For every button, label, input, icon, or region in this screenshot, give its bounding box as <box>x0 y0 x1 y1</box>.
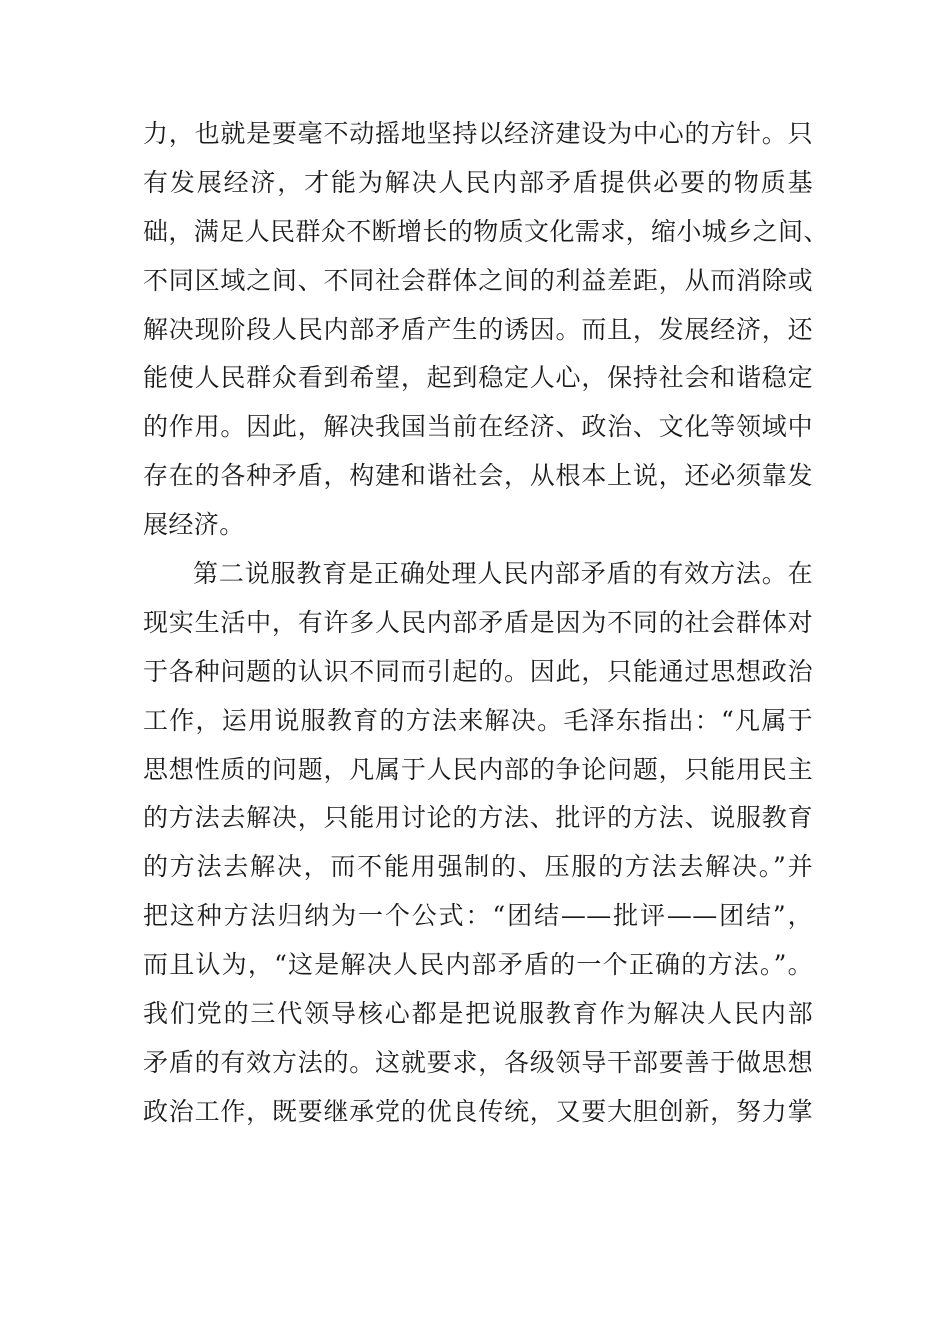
text-line: 矛盾的有效方法的。这就要求，各级领导干部要善于做思想 <box>143 1047 813 1077</box>
text-line: 把这种方法归纳为一个公式：“团结——批评——团结”， <box>143 901 813 931</box>
text-line: 政治工作，既要继承党的优良传统，又要大胆创新，努力掌 <box>143 1096 813 1126</box>
text-line: 存在的各种矛盾，构建和谐社会，从根本上说，还必须靠发 <box>143 461 813 491</box>
text-line: 展经济。 <box>143 510 245 540</box>
paragraph-first-line: 第二说服教育是正确处理人民内部矛盾的有效方法。在 <box>193 559 813 589</box>
text-line: 解决现阶段人民内部矛盾产生的诱因。而且，发展经济，还 <box>143 314 813 344</box>
text-line: 的方法去解决，只能用讨论的方法、批评的方法、说服教育 <box>143 803 813 833</box>
text-line: 现实生活中，有许多人民内部矛盾是因为不同的社会群体对 <box>143 607 813 637</box>
text-line: 工作，运用说服教育的方法来解决。毛泽东指出：“凡属于 <box>143 705 813 735</box>
text-line: 思想性质的问题，凡属于人民内部的争论问题，只能用民主 <box>143 754 813 784</box>
text-line: 于各种问题的认识不同而引起的。因此，只能通过思想政治 <box>143 656 813 686</box>
text-line: 能使人民群众看到希望，起到稳定人心，保持社会和谐稳定 <box>143 363 813 393</box>
body-text <box>143 110 829 1137</box>
text-line: 的方法去解决，而不能用强制的、压服的方法去解决。”并 <box>143 852 813 882</box>
text-line: 不同区域之间、不同社会群体之间的利益差距，从而消除或 <box>143 265 813 295</box>
text-line: 我们党的三代领导核心都是把说服教育作为解决人民内部 <box>143 999 813 1029</box>
text-line: 的作用。因此，解决我国当前在经济、政治、文化等领域中 <box>143 412 813 442</box>
text-line: 而且认为，“这是解决人民内部矛盾的一个正确的方法。”。 <box>143 950 813 980</box>
text-line: 力，也就是要毫不动摇地坚持以经济建设为中心的方针。只 <box>143 119 813 148</box>
text-line: 有发展经济，才能为解决人民内部矛盾提供必要的物质基 <box>143 167 813 197</box>
text-line: 础，满足人民群众不断增长的物质文化需求，缩小城乡之间、 <box>143 216 829 246</box>
